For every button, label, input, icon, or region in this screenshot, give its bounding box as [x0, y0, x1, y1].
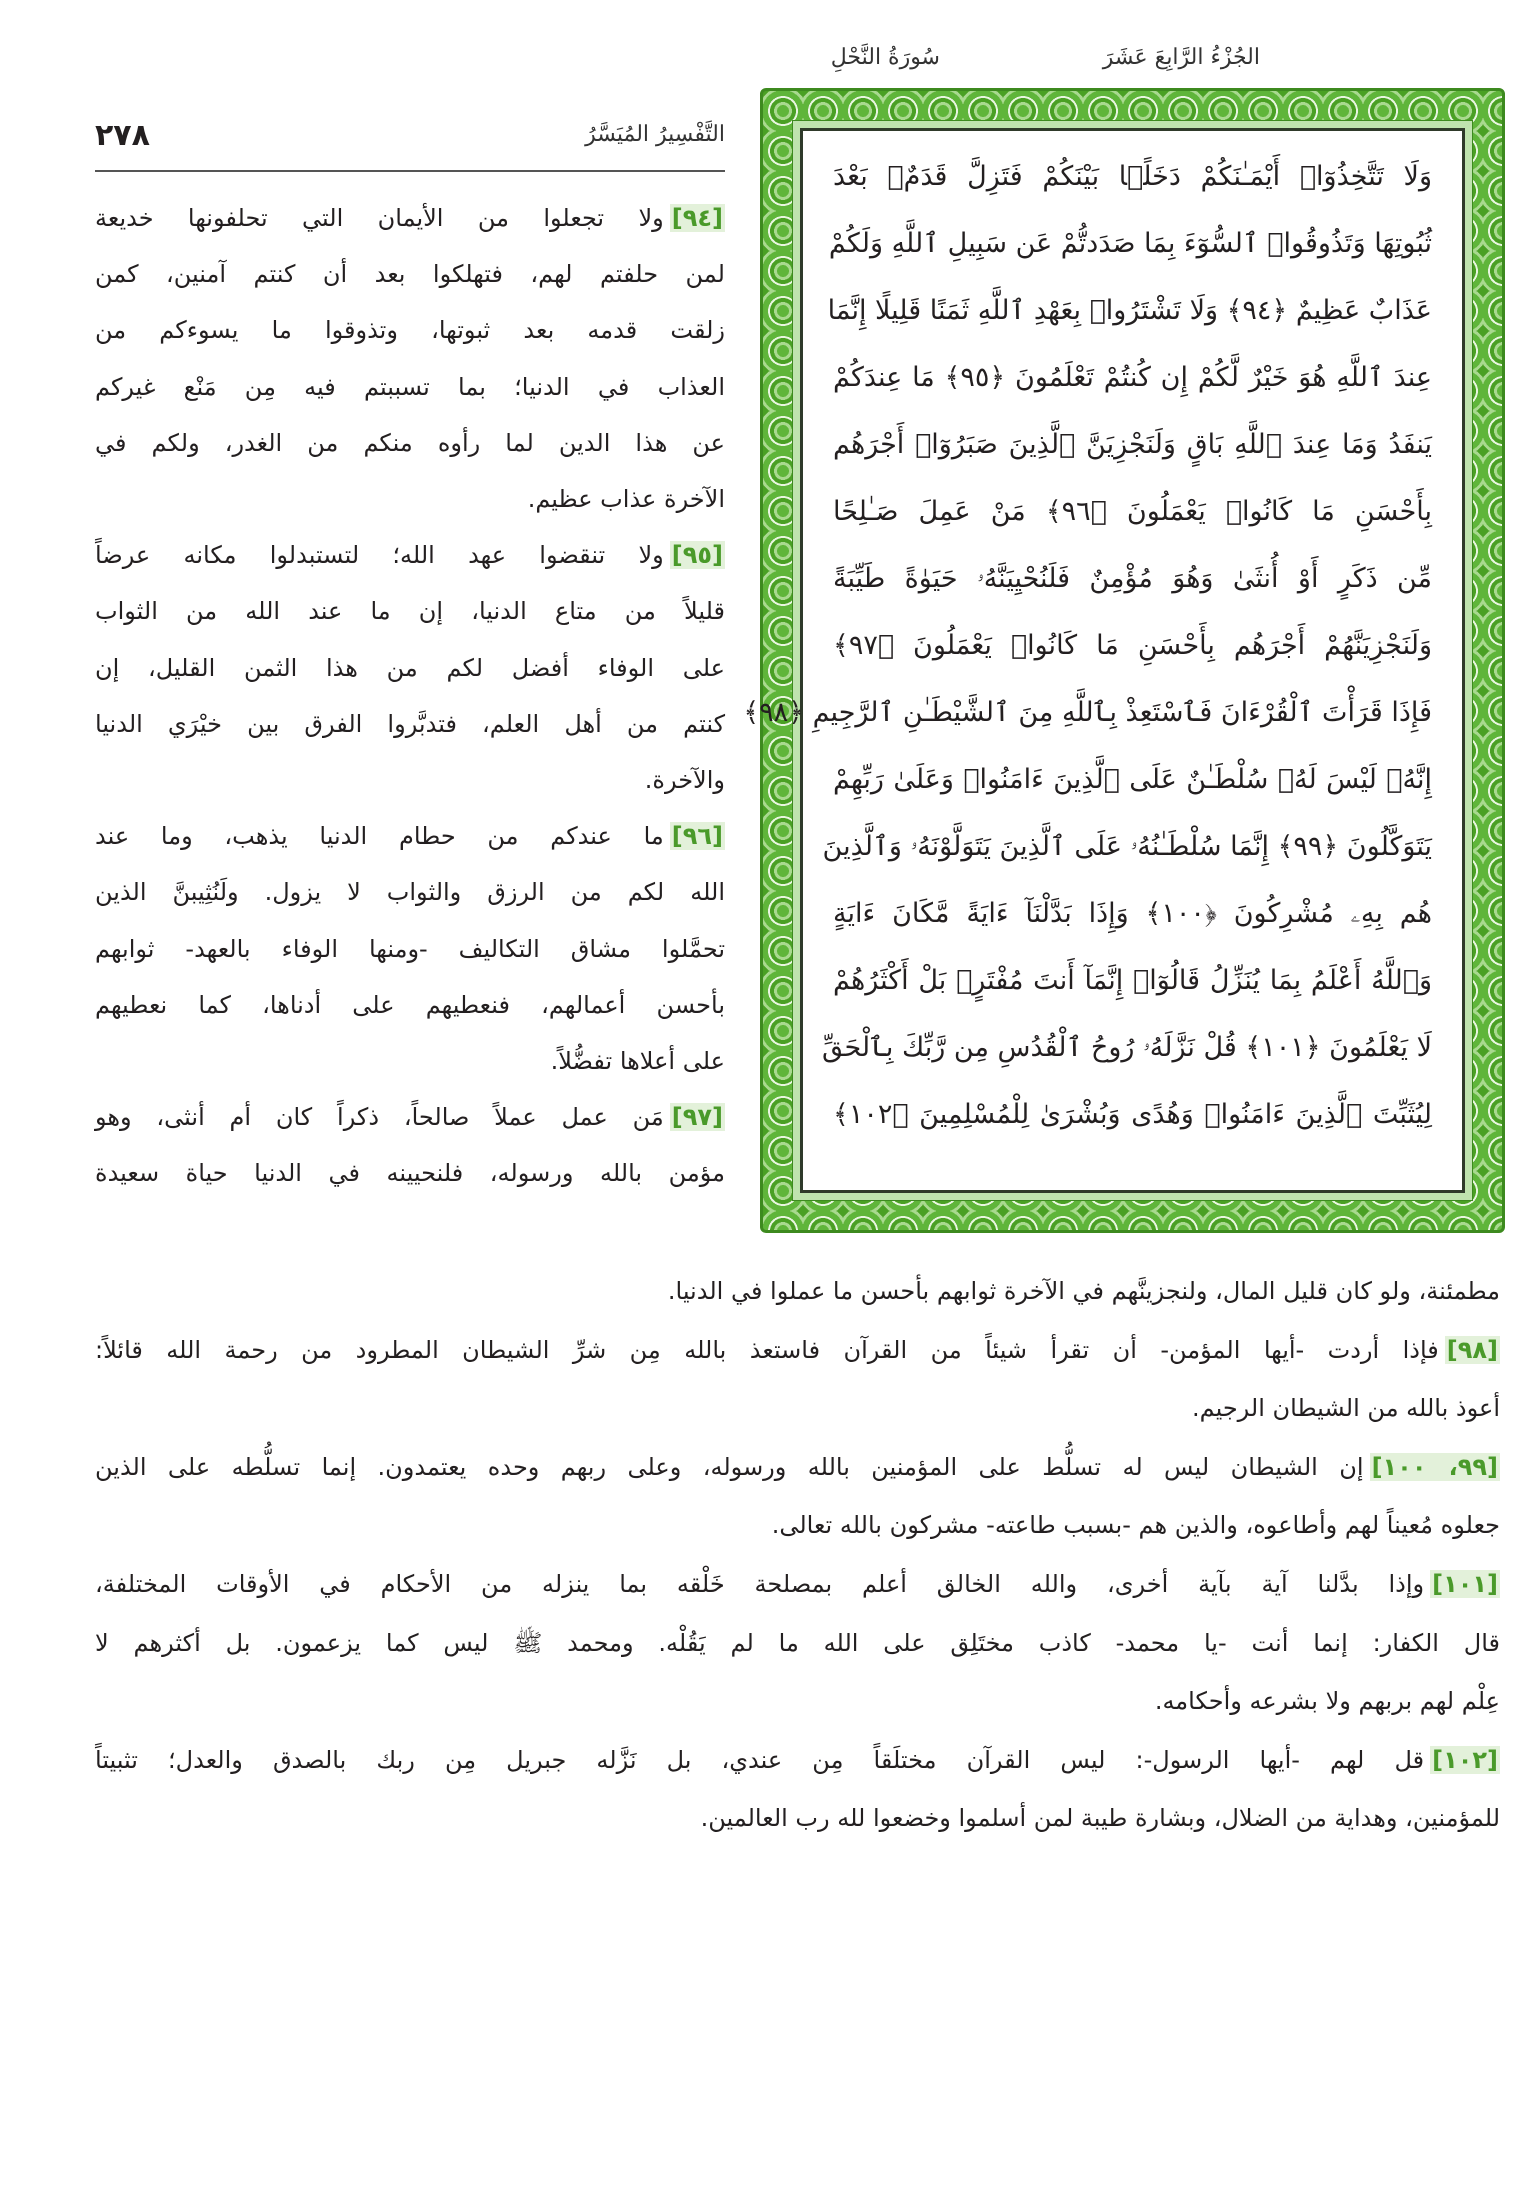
tafsir-text: على أعلاها تفضُّلاً. — [550, 1047, 725, 1076]
surah-title: سُورَةُ النَّحْلِ — [830, 45, 940, 70]
tafsir-text: عن هذا الدين لما رأوه منكم من الغدر، ولكم في — [95, 428, 725, 457]
quran-line: فَإِذَا قَرَأْتَ ٱلْقُرْءَانَ فَٱسْتَعِذْ بِٱللَّهِ مِنَ ٱلشَّيْطَـٰنِ ٱلرَّجِيمِ ﴿٩٨﴾ — [743, 697, 1432, 728]
verse-number-tag: [٩٩، ١٠٠] — [1371, 1452, 1498, 1481]
book-title: التَّفْسِيرُ المُيَسَّرُ — [585, 122, 725, 147]
tafsir-full-width — [95, 1262, 1500, 1848]
tafsir-text: جعلوه مُعيناً لهم وأطاعوه، والذين هم -بسبب طاعته- مشركون بالله تعالى. — [771, 1511, 1500, 1540]
tafsir-column — [95, 190, 725, 1202]
tafsir-line — [95, 808, 725, 864]
tafsir-text: تحمَّلوا مشاق التكاليف -ومنها الوفاء بالعهد- ثوابهم — [95, 934, 725, 963]
tafsir-line — [95, 471, 725, 527]
quran-verses — [743, 143, 1432, 1148]
tafsir-text: عِلْم لهم بربهم ولا بشرعه وأحكامه. — [1154, 1687, 1500, 1716]
tafsir-line — [95, 696, 725, 752]
tafsir-text: ما عندكم من حطام الدنيا يذهب، وما عند — [95, 822, 664, 851]
tafsir-text: أعوذ بالله من الشيطان الرجيم. — [1192, 1394, 1500, 1423]
tafsir-text: مَن عمل عملاً صالحاً، ذكراً كان أم أنثى، وهو — [95, 1103, 664, 1132]
tafsir-line — [95, 1496, 1500, 1555]
tafsir-line — [95, 302, 725, 358]
quran-line: إِنَّهُۥ لَيْسَ لَهُۥ سُلْطَـٰنٌ عَلَى ٱلَّذِينَ ءَامَنُوا۟ وَعَلَىٰ رَبِّهِمْ — [833, 764, 1432, 795]
tafsir-text: ولا تجعلوا من الأيمان التي تحلفونها خديعة — [95, 204, 664, 232]
tafsir-line — [95, 1089, 725, 1145]
tafsir-text: على الوفاء أفضل لكم من هذا الثمن القليل، إن — [95, 653, 725, 682]
quran-line: بِأَحْسَنِ مَا كَانُوا۟ يَعْمَلُونَ ﴿٩٦﴾ مَنْ عَمِلَ صَـٰلِحًا — [833, 496, 1432, 527]
tafsir-text: قل لهم -أيها الرسول-: ليس القرآن مختلَقاً مِن عندي، بل نَزَّله جبريل مِن ربك بالصدق والعدل؛ تثبيتاً — [95, 1745, 1425, 1774]
quran-line: ثُبُوتِهَا وَتَذُوقُوا۟ ٱلسُّوٓءَ بِمَا صَدَدتُّمْ عَن سَبِيلِ ٱللَّهِ وَلَكُمْ — [828, 228, 1432, 259]
tafsir-text: إن الشيطان ليس له تسلُّط على المؤمنين بالله ورسوله، وعلى ربهم وحده يعتمدون. إنما تسلُّطه على الذين — [95, 1452, 1364, 1481]
tafsir-line — [95, 1033, 725, 1089]
tafsir-line — [95, 1145, 725, 1201]
tafsir-line — [95, 583, 725, 639]
tafsir-line — [95, 864, 725, 920]
verse-number-tag: [٩٤] — [671, 204, 723, 232]
tafsir-text: للمؤمنين، وهداية من الضلال، وبشارة طيبة لمن أسلموا وخضعوا لله رب العالمين. — [700, 1804, 1500, 1833]
tafsir-text: زلقت قدمه بعد ثبوتها، وتذوقوا ما يسوءكم من — [95, 316, 725, 345]
quran-line: وَٱللَّهُ أَعْلَمُ بِمَا يُنَزِّلُ قَالُوٓا۟ إِنَّمَآ أَنتَ مُفْتَرٍۭ بَلْ أَكْثَرُهُمْ — [833, 965, 1432, 996]
quran-line: وَلَا تَتَّخِذُوٓا۟ أَيْمَـٰنَكُمْ دَخَلًۢا بَيْنَكُمْ فَتَزِلَّ قَدَمٌۢ بَعْدَ — [833, 161, 1432, 192]
page-number: ٢٧٨ — [95, 118, 150, 153]
tafsir-line — [95, 359, 725, 415]
tafsir-text: فإذا أردت -أيها المؤمن- أن تقرأ شيئاً من القرآن فاستعذ بالله مِن شرِّ الشيطان المطرود من رحمة الله قائلاً: — [95, 1335, 1439, 1364]
juz-title: الجُزْءُ الرَّابِعَ عَشَرَ — [1102, 45, 1260, 70]
quran-line: لِيُثَبِّتَ ٱلَّذِينَ ءَامَنُوا۟ وَهُدًى وَبُشْرَىٰ لِلْمُسْلِمِينَ ﴿١٠٢﴾ — [833, 1099, 1432, 1130]
tafsir-text: مطمئنة، ولو كان قليل المال، ولنجزينَّهم في الآخرة ثوابهم بأحسن ما عملوا في الدنيا. — [667, 1277, 1500, 1305]
verse-number-tag: [١٠٢] — [1432, 1745, 1498, 1774]
tafsir-text: والآخرة. — [644, 766, 725, 795]
tafsir-line — [95, 1379, 1500, 1438]
tafsir-line — [95, 977, 725, 1033]
verse-number-tag: [٩٦] — [671, 822, 723, 851]
tafsir-text: بأحسن أعمالهم، فنعطيهم على أدناها، كما نعطيهم — [95, 990, 725, 1019]
tafsir-line — [95, 1555, 1500, 1614]
tafsir-text: العذاب في الدنيا؛ بما تسببتم فيه مِن مَنْع غيركم — [95, 372, 725, 401]
tafsir-line — [95, 1321, 1500, 1380]
quran-line: يَنفَدُ وَمَا عِندَ ٱللَّهِ بَاقٍ وَلَنَجْزِيَنَّ ٱلَّذِينَ صَبَرُوٓا۟ أَجْرَهُم — [833, 429, 1432, 460]
quran-line: لَا يَعْلَمُونَ ﴿١٠١﴾ قُلْ نَزَّلَهُۥ رُوحُ ٱلْقُدُسِ مِن رَّبِّكَ بِٱلْحَقِّ — [821, 1032, 1432, 1063]
quran-line: مِّن ذَكَرٍ أَوْ أُنثَىٰ وَهُوَ مُؤْمِنٌ فَلَنُحْيِيَنَّهُۥ حَيَوٰةً طَيِّبَةً — [833, 563, 1432, 594]
tafsir-line — [95, 1731, 1500, 1790]
tafsir-line — [95, 190, 725, 246]
verse-number-tag: [٩٧] — [671, 1103, 723, 1132]
quran-line: وَلَنَجْزِيَنَّهُمْ أَجْرَهُم بِأَحْسَنِ مَا كَانُوا۟ يَعْمَلُونَ ﴿٩٧﴾ — [833, 630, 1432, 661]
verse-number-tag: [١٠١] — [1432, 1569, 1498, 1598]
tafsir-text: قليلاً من متاع الدنيا، إن ما عند الله من الثواب — [95, 597, 725, 626]
verse-number-tag: [٩٨] — [1446, 1335, 1498, 1364]
tafsir-line — [95, 527, 725, 583]
tafsir-text: ولا تنقضوا عهد الله؛ لتستبدلوا مكانه عرضاً — [95, 541, 664, 570]
tafsir-line — [95, 640, 725, 696]
tafsir-line — [95, 1672, 1500, 1731]
quran-line: هُم بِهِۦ مُشْرِكُونَ ﴿١٠٠﴾ وَإِذَا بَدَّلْنَآ ءَايَةً مَّكَانَ ءَايَةٍ — [833, 898, 1432, 929]
tafsir-line — [95, 752, 725, 808]
tafsir-line — [95, 1262, 1500, 1321]
tafsir-text: وإذا بدَّلنا آية بآية أخرى، والله الخالق أعلم بمصلحة خَلْقه بما ينزله من الأحكام في الأوقات المختلفة، — [95, 1569, 1425, 1598]
frame-inner-band — [743, 120, 1473, 1201]
tafsir-text: قال الكفار: إنما أنت -يا محمد- كاذب مختَلِق على الله ما لم يَقُلْه. ومحمد ﷺ ليس كما يزعمون. بل أكثرهم لا — [95, 1628, 1500, 1657]
tafsir-line — [95, 921, 725, 977]
tafsir-line — [95, 1789, 1500, 1848]
tafsir-text: كنتم من أهل العلم، فتدبَّروا الفرق بين خيْرَي الدنيا — [95, 709, 725, 738]
tafsir-line — [95, 1438, 1500, 1497]
tafsir-line — [95, 1614, 1500, 1673]
quran-line: يَتَوَكَّلُونَ ﴿٩٩﴾ إِنَّمَا سُلْطَـٰنُهُۥ عَلَى ٱلَّذِينَ يَتَوَلَّوْنَهُۥ وَٱلَّذِينَ — [822, 831, 1432, 862]
header-divider — [95, 170, 725, 172]
quran-line: عِندَ ٱللَّهِ هُوَ خَيْرٌ لَّكُمْ إِن كُنتُمْ تَعْلَمُونَ ﴿٩٥﴾ مَا عِندَكُمْ — [833, 362, 1432, 393]
quran-line: عَذَابٌ عَظِيمٌ ﴿٩٤﴾ وَلَا تَشْتَرُوا۟ بِعَهْدِ ٱللَّهِ ثَمَنًا قَلِيلًا إِنَّمَا — [827, 295, 1432, 326]
tafsir-line — [95, 415, 725, 471]
tafsir-text: الله لكم من الرزق والثواب لا يزول. ولَنُثِيبنَّ الذين — [95, 878, 725, 907]
quran-text-panel — [743, 128, 1465, 1193]
ornamental-quran-frame — [743, 88, 1505, 1233]
tafsir-line — [95, 246, 725, 302]
tafsir-text: لمن حلفتم لهم، فتهلكوا بعد أن كنتم آمنين، كمن — [95, 260, 725, 289]
tafsir-text: مؤمن بالله ورسوله، فلنحيينه في الدنيا حياة سعيدة — [95, 1159, 725, 1188]
verse-number-tag: [٩٥] — [671, 541, 723, 570]
tafsir-text: الآخرة عذاب عظيم. — [527, 485, 725, 514]
